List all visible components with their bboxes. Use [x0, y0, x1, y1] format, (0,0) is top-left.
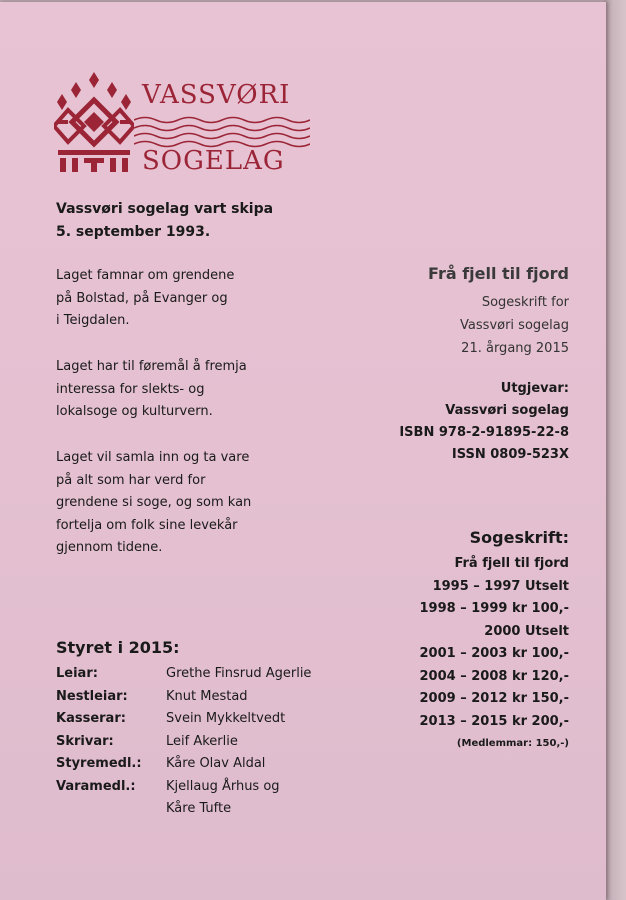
board-role: Nestleiar: — [56, 688, 128, 704]
publication-subtitle — [460, 291, 569, 360]
price-line: 2000 Utselt — [484, 623, 569, 639]
board-member-name: Kjellaug Århus og — [166, 778, 280, 794]
paragraph-line: på alt som har verd for — [56, 472, 206, 488]
paragraph-line: grendene si soge, og som kan — [56, 495, 252, 510]
board-row — [56, 731, 311, 754]
paragraph-area — [56, 265, 316, 333]
isbn: ISBN 978-2-91895-22-8 — [399, 425, 569, 440]
board-member-name: Leif Akerlie — [166, 733, 238, 749]
board-role: Skrivar: — [56, 733, 114, 749]
publisher-info — [399, 378, 569, 466]
price-line: Frå fjell til fjord — [454, 556, 569, 571]
paragraph-line: Laget vil samla inn og ta vare — [56, 450, 250, 465]
member-price-note: (Medlemmar: 150,-) — [456, 738, 569, 749]
folk-ornament-icon — [54, 70, 134, 175]
paragraph-line: lokalsoge og kulturvern. — [56, 404, 213, 419]
paragraph-line: i Teigdalen. — [56, 313, 130, 328]
price-line: 2004 – 2008 kr 120,- — [419, 668, 569, 684]
publisher-label: Utgjevar: — [500, 381, 569, 396]
board-title: Styret i 2015: — [56, 638, 180, 657]
board-role: Styremedl.: — [56, 756, 142, 771]
paragraph-collection — [56, 447, 316, 560]
board-role: Kasserar: — [56, 711, 126, 726]
board-row — [56, 708, 311, 731]
paragraph-line: fortelja om folk sine levekår — [56, 517, 238, 533]
publication-title: Frå fjell til fjord — [428, 264, 569, 283]
document-page — [0, 2, 606, 900]
paragraph-line: interessa for slekts- og — [56, 381, 205, 397]
price-line: 2013 – 2015 kr 200,- — [419, 713, 569, 729]
paragraph-line: gjennom tidene. — [56, 540, 163, 555]
board-row — [56, 663, 311, 686]
board-member-name: Grethe Finsrud Agerlie — [166, 666, 312, 681]
board-member-name: Knut Mestad — [166, 688, 248, 704]
paragraph-line: Laget famnar om grendene — [56, 268, 235, 283]
logo-subtitle: SOGELAG — [142, 146, 285, 176]
sogeskrift-price-list — [420, 553, 570, 733]
founding-statement — [56, 198, 273, 244]
board-member-name: Svein Mykkeltvedt — [166, 711, 286, 726]
board-role: Leiar: — [56, 666, 98, 681]
board-row — [56, 753, 311, 776]
price-line: 2009 – 2012 kr 150,- — [419, 691, 569, 706]
logo-title: VASSVØRI — [142, 80, 291, 110]
founding-line: Vassvøri sogelag vart skipa — [56, 201, 274, 217]
board-row — [56, 776, 311, 821]
paragraph-line: på Bolstad, på Evanger og — [56, 290, 228, 306]
board-row — [56, 686, 311, 709]
page-fold-edge — [604, 0, 626, 900]
price-line: 2001 – 2003 kr 100,- — [419, 646, 569, 661]
board-role: Varamedl.: — [56, 778, 136, 794]
publisher-name: Vassvøri sogelag — [445, 403, 569, 418]
subtitle-line: Vassvøri sogelag — [460, 318, 569, 333]
subtitle-line: 21. årgang 2015 — [461, 341, 569, 356]
paragraph-line: Laget har til føremål å fremja — [56, 359, 247, 374]
board-member-name: Kåre Olav Aldal — [166, 756, 266, 771]
founding-date: 5. september 1993. — [56, 224, 211, 240]
issn: ISSN 0809-523X — [451, 447, 569, 462]
price-line: 1998 – 1999 kr 100,- — [419, 601, 569, 616]
board-list — [56, 663, 311, 821]
sogeskrift-heading: Sogeskrift: — [469, 528, 569, 547]
paragraph-purpose — [56, 356, 316, 424]
price-line: 1995 – 1997 Utselt — [432, 578, 569, 594]
subtitle-line: Sogeskrift for — [481, 295, 569, 310]
board-member-name: Kåre Tufte — [166, 801, 232, 816]
